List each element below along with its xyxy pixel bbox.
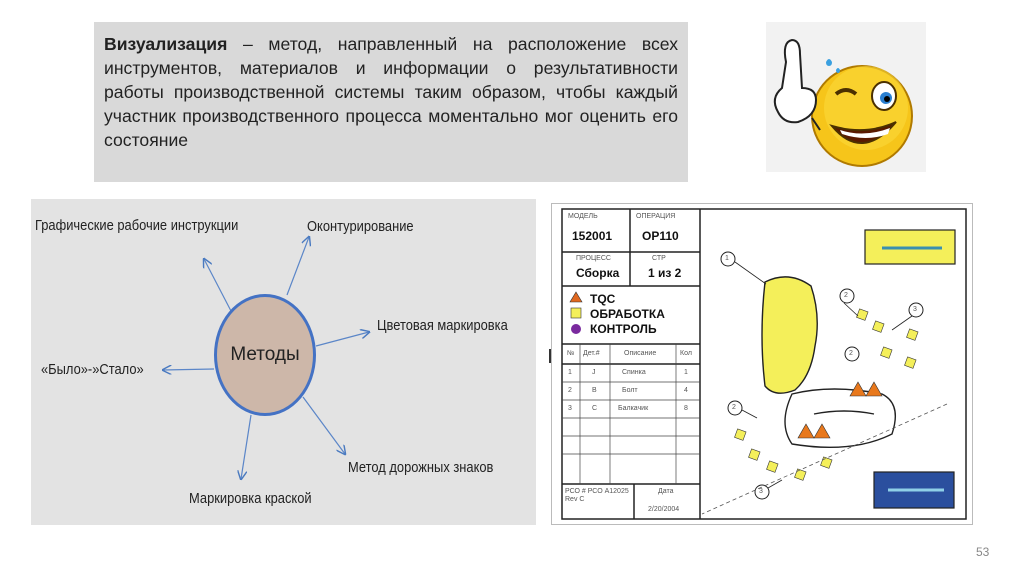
definition-body: – метод, направленный на расположение всех инструментов, материалов и информации о результативности работы производственной системы таким образом, чтобы каждый участник производственного процесса моментально мог оценить его состояние bbox=[104, 34, 678, 150]
process-value: Сборка bbox=[576, 266, 620, 280]
control-circle-icon bbox=[571, 324, 581, 334]
processing-square-icon bbox=[571, 308, 581, 318]
row1-part: J bbox=[592, 369, 596, 376]
row3-number: 3 bbox=[568, 405, 572, 412]
row3-qty: 8 bbox=[684, 405, 688, 412]
methods-center-label: Методы bbox=[230, 344, 300, 365]
method-color-marking: Цветовая маркировка bbox=[377, 317, 508, 334]
definition-term: Визуализация bbox=[104, 34, 228, 54]
operation-value: OP110 bbox=[642, 229, 679, 243]
table-header-qty: Кол bbox=[680, 350, 692, 357]
method-road-signs: Метод дорожных знаков bbox=[348, 459, 494, 476]
row1-qty: 1 bbox=[684, 369, 688, 376]
row2-part: B bbox=[592, 387, 597, 394]
footer-rco: РСО # РСО А12025 Rev C bbox=[565, 488, 629, 503]
footer-date-header: Дата bbox=[658, 488, 674, 495]
definition-box bbox=[94, 22, 688, 182]
footer-date: 2/20/2004 bbox=[648, 506, 680, 513]
model-header: МОДЕЛЬ bbox=[568, 213, 598, 220]
row1-number: 1 bbox=[568, 369, 572, 376]
winking-smiley-image bbox=[766, 22, 926, 172]
operation-header: ОПЕРАЦИЯ bbox=[636, 213, 676, 220]
row2-qty: 4 bbox=[684, 387, 688, 394]
legend-tqc: TQC bbox=[590, 292, 616, 306]
table-header-description: Описание bbox=[624, 350, 657, 357]
row3-desc: Балкачик bbox=[618, 405, 649, 412]
method-before-after: «Было»-»Стало» bbox=[41, 361, 144, 378]
method-paint-marking: Маркировка краской bbox=[189, 490, 312, 507]
callout-2b: 2 bbox=[732, 404, 736, 411]
table-header-number: № bbox=[567, 350, 575, 357]
table-header-part: Дет.# bbox=[583, 350, 600, 357]
row2-number: 2 bbox=[568, 387, 572, 394]
row3-part: C bbox=[592, 405, 598, 412]
page-value: 1 из 2 bbox=[648, 266, 682, 280]
callout-2c: 2 bbox=[849, 350, 853, 357]
page-number: 53 bbox=[976, 545, 990, 559]
callout-3b: 3 bbox=[759, 488, 763, 495]
process-header: ПРОЦЕСС bbox=[576, 255, 611, 262]
tqc-triangle-icon bbox=[570, 292, 582, 302]
work-instruction-sheet bbox=[551, 203, 973, 525]
method-contouring: Оконтурирование bbox=[307, 218, 414, 235]
model-value: 152001 bbox=[572, 229, 613, 243]
callout-3a: 3 bbox=[913, 306, 917, 313]
callout-1: 1 bbox=[725, 255, 729, 262]
row2-desc: Болт bbox=[622, 387, 638, 394]
methods-diagram bbox=[31, 199, 536, 525]
methods-center-circle bbox=[214, 294, 316, 416]
legend-processing: ОБРАБОТКА bbox=[590, 307, 665, 321]
row1-desc: Спинка bbox=[622, 369, 646, 376]
definition-text bbox=[94, 22, 688, 152]
legend-control: КОНТРОЛЬ bbox=[590, 322, 657, 336]
method-graphic-instructions: Графические рабочие инструкции bbox=[35, 217, 239, 234]
page-header: СТР bbox=[652, 255, 666, 262]
sheet-grid bbox=[552, 204, 972, 524]
callout-2a: 2 bbox=[844, 292, 848, 299]
